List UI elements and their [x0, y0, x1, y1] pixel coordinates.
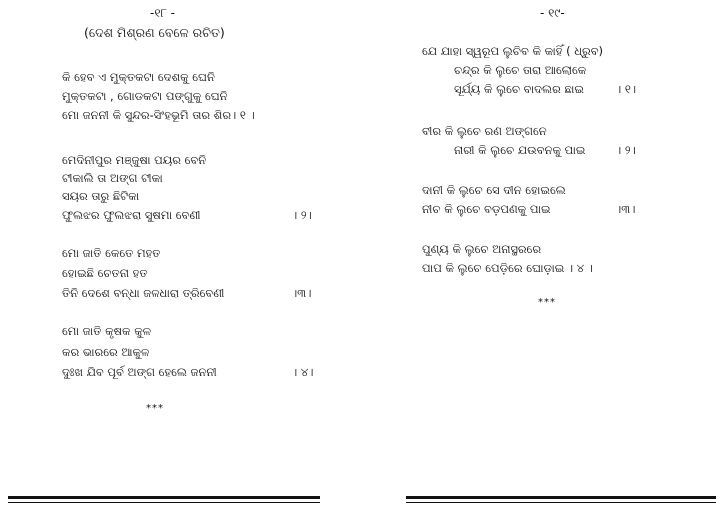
verse-number: ।୩।: [616, 202, 636, 216]
verse-number: । ୪।: [292, 365, 314, 379]
verse-line: ମେଦିନୀପୁର ମଞ୍ଜୁଷା ପୟର ବେନି: [62, 153, 207, 167]
verse-number: । ୧।: [616, 82, 636, 96]
verse-line: ଦୁଃଖ ଯିବ ପୂର୍ବ ଅଙ୍ଗ ହେଲେ ଜନନୀ: [62, 365, 217, 379]
verse-line: ଚନ୍ଦ୍ର କି ଲୁଚେ ତାରା ଆଲୋକେ: [454, 63, 587, 77]
footer-rule-thin: [406, 502, 716, 503]
verse-number: । ୨।: [292, 208, 312, 222]
verse-line: ଯେ ଯାହା ସ୍ୱରୂପ ଲୁଚିବ କି କାହିଁ ( ଧ୍ରୁବ): [422, 44, 604, 58]
verse-line: ଦାନୀ କି ଲୁଚେ ସେ ଦୀନ ହୋଇଲେ: [422, 183, 566, 197]
right-page: [360, 0, 720, 514]
verse-line: ସୟର ତାରୁ ଛିଟିକା: [62, 189, 140, 203]
page-number: - ୧୯-: [540, 6, 565, 20]
end-mark: ***: [146, 403, 164, 414]
verse-line: ହୋଇଛି ଚେତନା ହତ: [62, 266, 148, 280]
verse-line: ମୋ ଜାତି କୃଷକ କୁଳ: [62, 324, 152, 338]
verse-line: ବୀର କି ଲୁଚେ ରଣ ଅଙ୍ଗନେ: [422, 124, 547, 138]
verse-number: ।୩।: [292, 286, 312, 300]
verse-line: ପାପ କି ଲୁଚେ ପେଡ଼ିରେ ଘୋଡ଼ାଇ । ୪ ।: [422, 261, 593, 275]
verse-line: ମୋ ଜନନୀ କି ସୁନ୍ଦର-ସିଂହଭୂମି ତାର ଶିର। ୧ ।: [62, 108, 255, 122]
verse-line: ନାରୀ କି ଲୁଚେ ଯଉବନକୁ ପାଇ: [454, 143, 586, 157]
poem-title: (ଦେଶ ମିଶ୍ରଣ ବେଳେ ରଚିତ): [84, 25, 225, 40]
verse-line: କର ଭାରରେ ଆକୁଳ: [62, 345, 150, 359]
verse-line: ମୁକ୍ତକଟା , ଗୋଡକଟା ପଙ୍ଗୁକୁ ଘେନି: [62, 89, 228, 103]
verse-line: ସୂର୍ଯ୍ୟ କି ଲୁଚେ ବାଦଲର ଛାଇ: [454, 82, 584, 96]
verse-line: ନୀଚ କି ଲୁଚେ ବଡ଼ପଣକୁ ପାଇ: [422, 202, 551, 216]
verse-line: ଫୁଲଝର ଫୁଲଝରା ସୁଷମା ବେଣୀ: [62, 208, 201, 222]
verse-line: ଟୀକାଲି ତା ଅଙ୍ଗ ଟୀକା: [62, 171, 163, 185]
footer-rule-thin: [8, 502, 320, 503]
footer-rule: [8, 496, 320, 499]
left-page: [0, 0, 350, 514]
verse-line: ପୁଣ୍ୟ କି ଲୁଚେ ଅନାସ୍ଥରରେ: [422, 242, 542, 256]
verse-line: କି ହେବ ଏ ମୁକ୍ତକଟା ଦେଶକୁ ଘେନି: [62, 70, 215, 84]
end-mark: ***: [538, 297, 556, 308]
page-number: -୧୮ -: [150, 6, 175, 20]
verse-line: ମୋ ଜାତି କେତେ ମହତ: [62, 246, 161, 260]
verse-line: ତିନି ଦେଶେ ବନ୍ଧା ଜଳଧାରା ତ୍ରିବେଣୀ: [62, 286, 225, 300]
footer-rule: [406, 496, 716, 499]
verse-number: । ୨।: [616, 143, 636, 157]
